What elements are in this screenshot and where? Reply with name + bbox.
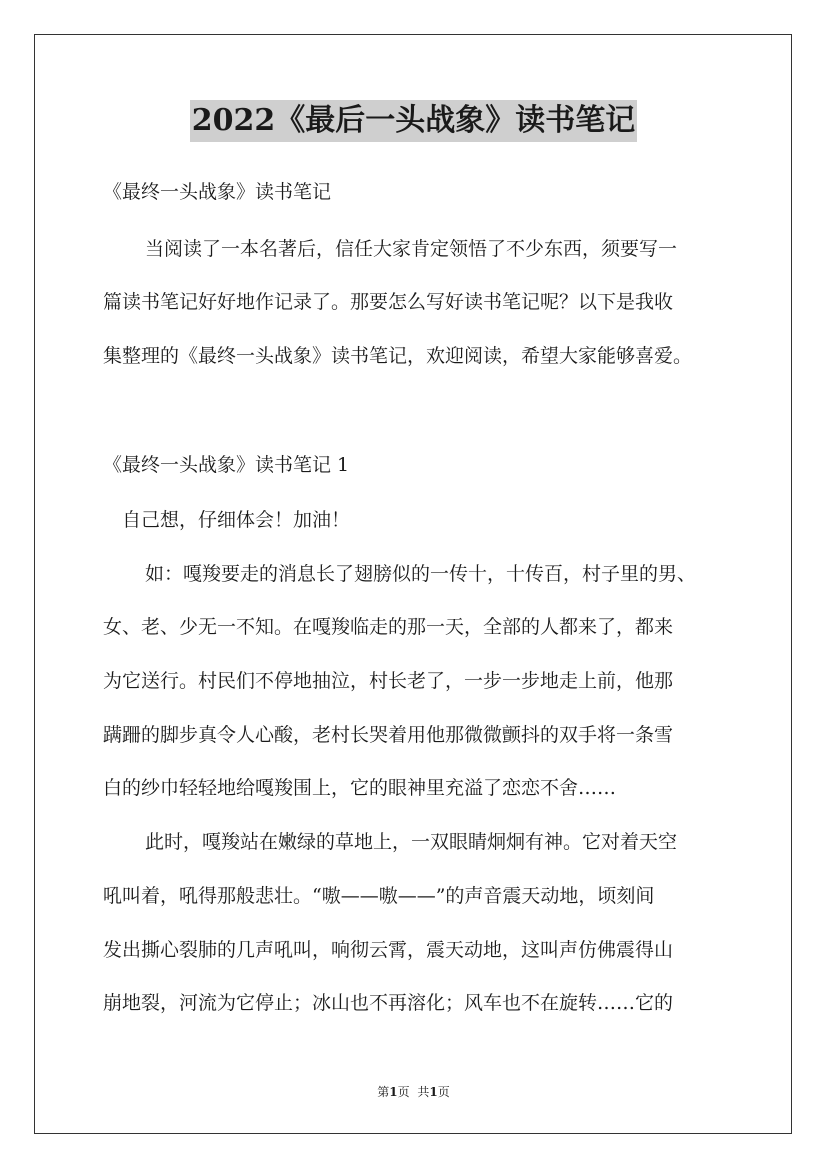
footer-total-unit: 页 (437, 1085, 450, 1099)
paragraph-line: 为它送行。村民们不停地抽泣，村长老了，一步一步地走上前，他那 (103, 670, 674, 692)
page-footer (0, 1084, 827, 1100)
footer-page-label: 第 (377, 1085, 390, 1099)
paragraph-line: 篇读书笔记好好地作记录了。那要怎么写好读书笔记呢？以下是我收 (103, 291, 674, 313)
footer-page-unit: 页 (397, 1085, 410, 1099)
paragraph-line: 当阅读了一本名著后，信任大家肯定领悟了不少东西，须要写一 (145, 238, 678, 260)
paragraph-line: 自己想，仔细体会！加油！ (122, 509, 351, 531)
paragraph-line: 发出撕心裂肺的几声吼叫，响彻云霄，震天动地，这叫声仿佛震得山 (103, 939, 674, 961)
paragraph-line: 如：嘎羧要走的消息长了翅膀似的一传十，十传百，村子里的男、 (145, 563, 697, 585)
paragraph-line: 白的纱巾轻轻地给嘎羧围上，它的眼神里充溢了恋恋不舍…… (103, 777, 617, 799)
paragraph-line: 蹒跚的脚步真令人心酸，老村长哭着用他那微微颤抖的双手将一条雪 (103, 724, 674, 746)
paragraph-line: 崩地裂，河流为它停止；冰山也不再溶化；风车也不在旋转……它的 (103, 992, 674, 1014)
title-container (0, 100, 827, 142)
paragraph-line: 集整理的《最终一头战象》读书笔记，欢迎阅读，希望大家能够喜爱。 (103, 345, 693, 367)
subtitle: 《最终一头战象》读书笔记 (103, 181, 332, 203)
section-heading: 《最终一头战象》读书笔记 1 (103, 454, 350, 476)
document-title: 2022《最后一头战象》读书笔记 (190, 100, 638, 142)
footer-page-number: 1 (389, 1085, 398, 1099)
footer-total-number: 1 (429, 1085, 438, 1099)
footer-total-label: 共 (417, 1085, 430, 1099)
paragraph-line: 此时，嘎羧站在嫩绿的草地上，一双眼睛炯炯有神。它对着天空 (145, 831, 678, 853)
paragraph-line: 女、老、少无一不知。在嘎羧临走的那一天，全部的人都来了，都来 (103, 616, 674, 638)
paragraph-line: 吼叫着，吼得那般悲壮。“嗷——嗷——”的声音震天动地，顷刻间 (103, 885, 655, 907)
